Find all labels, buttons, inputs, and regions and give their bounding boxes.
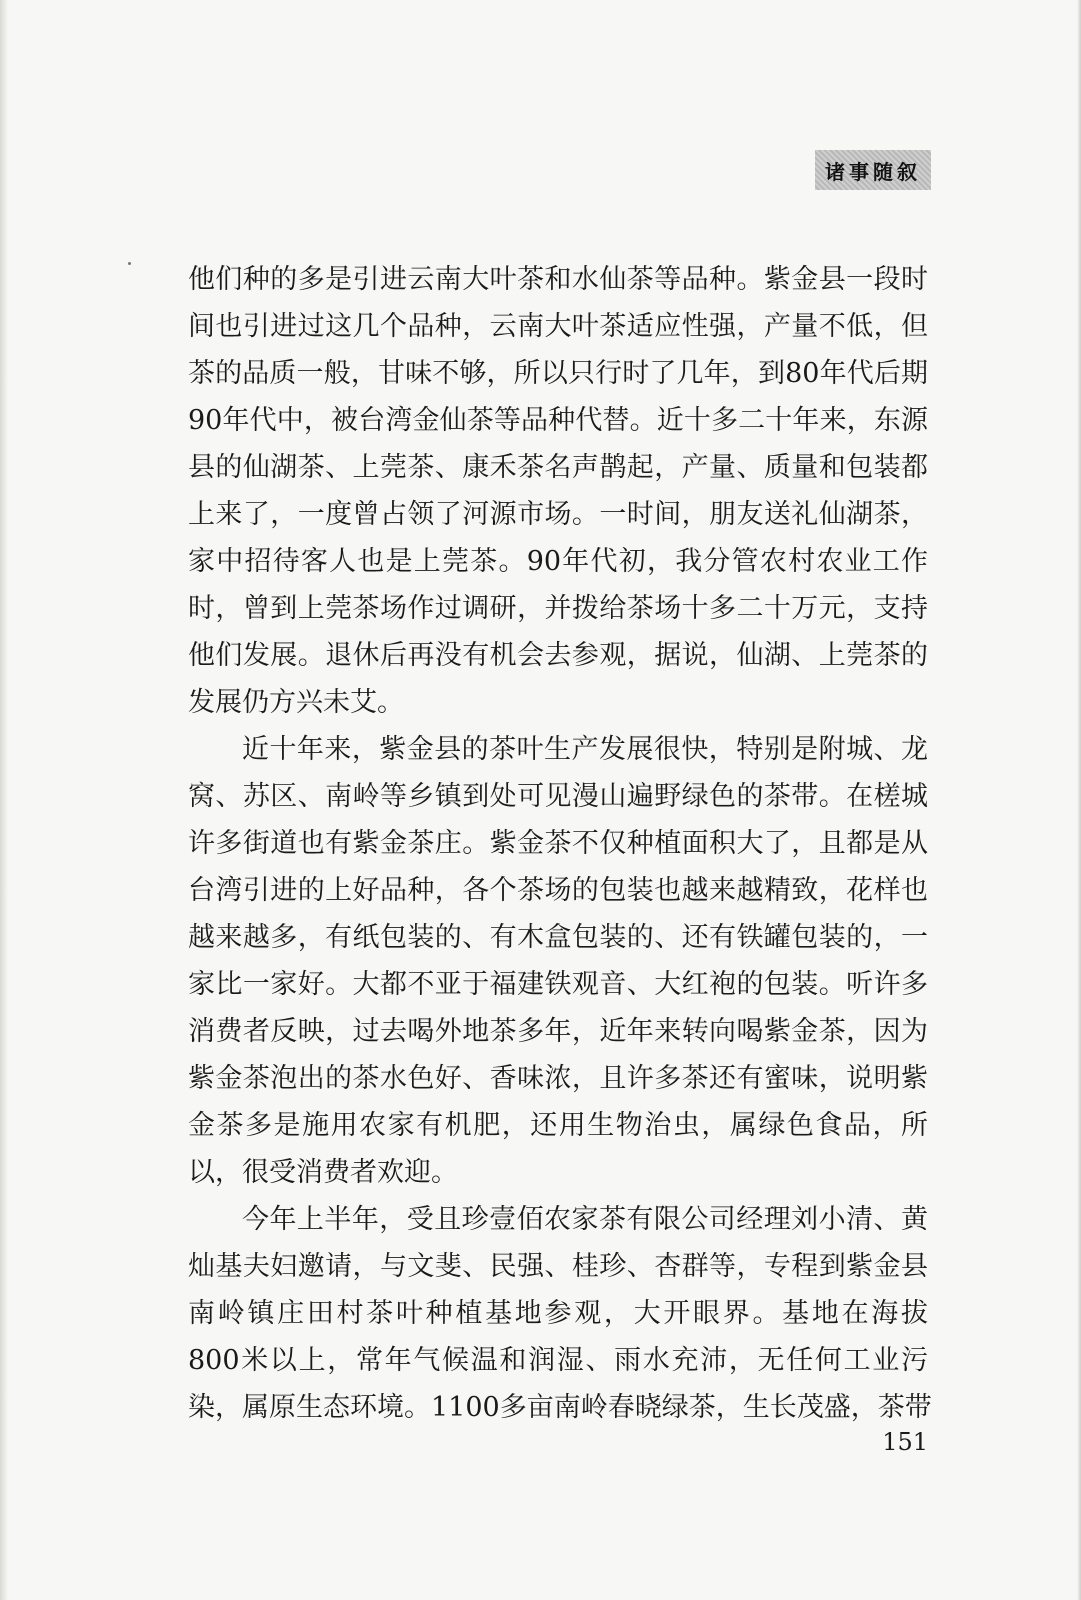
page-left-edge (0, 0, 8, 1600)
text-line: 南岭镇庄田村茶叶种植基地参观，大开眼界。基地在海拔 (188, 1298, 928, 1329)
text-line: 消费者反映，过去喝外地茶多年，近年来转向喝紫金茶，因为 (188, 1016, 928, 1047)
page-right-edge (1077, 0, 1081, 1600)
text-line: 许多街道也有紫金茶庄。紫金茶不仅种植面积大了，且都是从 (188, 828, 928, 859)
paragraph (188, 256, 928, 726)
paragraph (188, 1196, 932, 1431)
text-line: 今年上半年，受且珍壹佰农家茶有限公司经理刘小清、黄 (242, 1204, 928, 1235)
text-line: 时，曾到上莞茶场作过调研，并拨给茶场十多二十万元，支持 (188, 593, 928, 624)
body-text (188, 256, 932, 1431)
text-line: 茶的品质一般，甘味不够，所以只行时了几年，到80年代后期 (188, 358, 928, 389)
text-line: 上来了，一度曾占领了河源市场。一时间，朋友送礼仙湖茶， (188, 499, 928, 530)
text-line: 他们发展。退休后再没有机会去参观，据说，仙湖、上莞茶的 (188, 640, 928, 671)
text-line: 紫金茶泡出的茶水色好、香味浓，且许多茶还有蜜味，说明紫 (188, 1063, 928, 1094)
text-line: 窝、苏区、南岭等乡镇到处可见漫山遍野绿色的茶带。在槎城 (188, 781, 928, 812)
text-line: 县的仙湖茶、上莞茶、康禾茶名声鹊起，产量、质量和包装都 (188, 452, 928, 483)
text-line: 发展仍方兴未艾。 (188, 687, 404, 718)
text-line: 800米以上，常年气候温和润湿、雨水充沛，无任何工业污 (188, 1345, 928, 1376)
text-line: 家比一家好。大都不亚于福建铁观音、大红袍的包装。听许多 (188, 969, 928, 1000)
text-line: 以，很受消费者欢迎。 (188, 1157, 458, 1188)
paragraph (188, 726, 928, 1196)
section-title: 诸事随叙 (825, 159, 921, 184)
text-line: 90年代中，被台湾金仙茶等品种代替。近十多二十年来，东源 (188, 405, 928, 436)
text-line: 家中招待客人也是上莞茶。90年代初，我分管农村农业工作 (188, 546, 928, 577)
text-line: 灿基夫妇邀请，与文斐、民强、桂珍、杏群等，专程到紫金县 (188, 1251, 928, 1282)
text-line: 越来越多，有纸包装的、有木盒包装的、还有铁罐包装的，一 (188, 922, 928, 953)
text-line: 金茶多是施用农家有机肥，还用生物治虫，属绿色食品，所 (188, 1110, 928, 1141)
scan-speck (128, 262, 131, 265)
text-line: 间也引进过这几个品种，云南大叶茶适应性强，产量不低，但 (188, 311, 928, 342)
running-header (815, 150, 931, 190)
text-line: 染，属原生态环境。1100多亩南岭春晓绿茶，生长茂盛，茶带 (188, 1392, 932, 1423)
text-line: 他们种的多是引进云南大叶茶和水仙茶等品种。紫金县一段时 (188, 264, 928, 295)
page-number: 151 (882, 1428, 928, 1456)
text-line: 台湾引进的上好品种，各个茶场的包装也越来越精致，花样也 (188, 875, 928, 906)
text-line: 近十年来，紫金县的茶叶生产发展很快，特别是附城、龙 (242, 734, 928, 765)
